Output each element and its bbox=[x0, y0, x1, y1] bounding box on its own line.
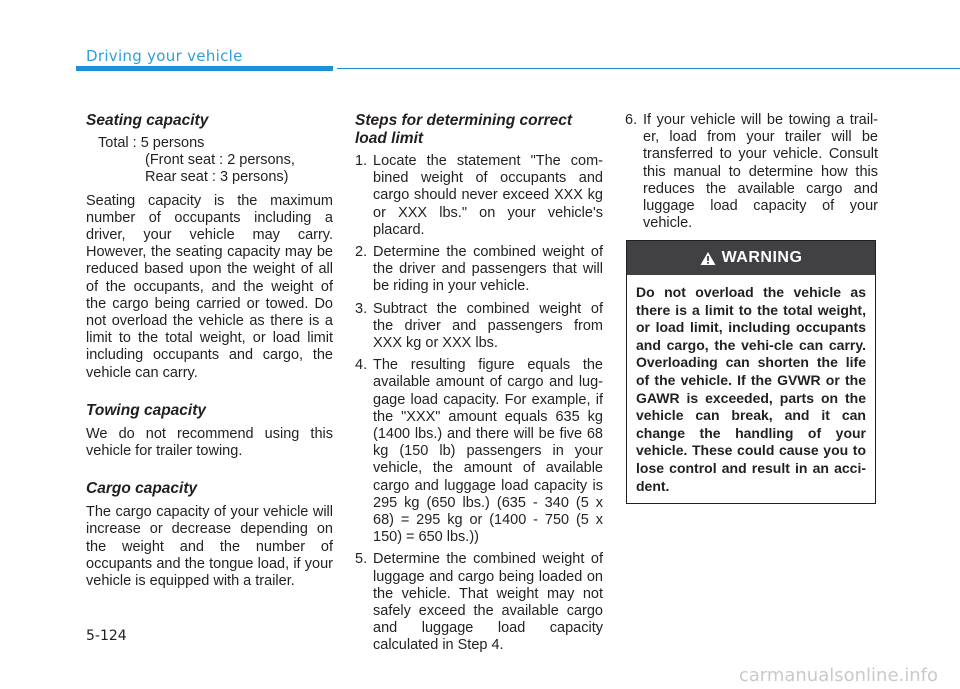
seating-capacity-heading: Seating capacity bbox=[86, 112, 209, 129]
towing-capacity-body: We do not recommend using this vehicle for trailer towing. bbox=[86, 425, 333, 460]
step-number: 1. bbox=[355, 153, 368, 169]
load-limit-heading: Steps for determining correct load limit bbox=[355, 112, 573, 147]
column-left bbox=[86, 112, 333, 590]
towing-capacity-heading: Towing capacity bbox=[86, 401, 207, 419]
step-number: 3. bbox=[355, 300, 368, 317]
header-rule-thin bbox=[337, 68, 960, 69]
header-rule-thick bbox=[76, 66, 333, 71]
watermark: carmanualsonline.info bbox=[738, 665, 938, 686]
step-text: Determine the combined weight of luggage and cargo being loaded on the vehicle. That weight may not safely exceed the available cargo and luggage load capacity calculated in Step 4. bbox=[373, 551, 603, 654]
page-number: 5-124 bbox=[86, 628, 127, 644]
cargo-capacity-body: The cargo capacity of your vehicle will increase or decrease depending on the weight and the number of occupants and the tongue load, if your vehicle is equipped with a trailer. bbox=[86, 504, 333, 590]
step-number: 6. bbox=[625, 112, 638, 128]
warning-box bbox=[626, 240, 876, 504]
warning-text: Do not overload the vehicle as there is a limit to the total weight, or load limit, including occupants and cargo, the vehi-cle can carry. Overloading can shorten the life of the vehicle. If the GVWR or the GAWR is exceeded, parts on the vehicle can break, and it can change the handling of your vehicle. These could cause you to lose control and result in an acci-dent. bbox=[636, 284, 866, 494]
step-text: The resulting figure equals the available amount of cargo and lug-gage load capacity. For example, if the "XXX" amount equals 635 kg (1400 lbs.) and there will be five 68 kg (150 lb) passengers in your vehicle, the amount of available cargo and luggage load capacity is 295 kg (650 lbs.) (635 - 340 (5 x 68) = 295 kg or (1400 - 750 (5 x 150) = 650 lbs.)) bbox=[373, 357, 603, 546]
warning-label: WARNING bbox=[721, 249, 803, 266]
warning-header bbox=[627, 241, 875, 275]
step-text: Determine the combined weight of the driver and passengers that will be riding in your vehicle. bbox=[373, 244, 603, 295]
list-item bbox=[355, 153, 603, 239]
seating-total: Total : 5 persons bbox=[98, 135, 205, 151]
cargo-capacity-heading: Cargo capacity bbox=[86, 480, 198, 498]
step-text: Subtract the combined weight of the driver and passengers from XXX kg or XXX lbs. bbox=[373, 300, 603, 352]
list-item bbox=[355, 301, 603, 353]
load-limit-steps-continued bbox=[625, 112, 878, 232]
column-middle bbox=[355, 112, 603, 660]
list-item bbox=[355, 357, 603, 546]
column-right bbox=[625, 112, 878, 237]
list-item bbox=[355, 244, 603, 296]
seating-rear: Rear seat : 3 persons) bbox=[145, 169, 289, 186]
step-number: 2. bbox=[355, 244, 368, 261]
warning-triangle-icon bbox=[700, 251, 716, 266]
step-text: If your vehicle will be towing a trail-er, load from your trailer will be transferred to your vehicle. Consult this manual to determine how this reduces the available cargo and luggage load capacity of your vehicle. bbox=[643, 112, 878, 232]
step-number: 4. bbox=[355, 357, 368, 374]
section-title: Driving your vehicle bbox=[86, 47, 243, 65]
load-limit-steps bbox=[355, 153, 603, 655]
step-text: Locate the statement "The com-bined weight of occupants and cargo should never exceed XXX kg or XXX lbs." on your vehicle's placard. bbox=[373, 153, 603, 238]
step-number: 5. bbox=[355, 551, 368, 568]
seating-capacity-body: Seating capacity is the maximum number of occupants including a driver, your vehicle may carry. However, the seating capacity may be reduced based upon the weight of all of the occupants, and the weight of the cargo being carried or towed. Do not overload the vehicle as there is a limit to the total weight, or load limit including occupants and cargo, the vehicle can carry. bbox=[86, 192, 333, 381]
seating-front: (Front seat : 2 persons, bbox=[145, 152, 295, 169]
list-item bbox=[355, 551, 603, 654]
list-item bbox=[625, 112, 878, 232]
